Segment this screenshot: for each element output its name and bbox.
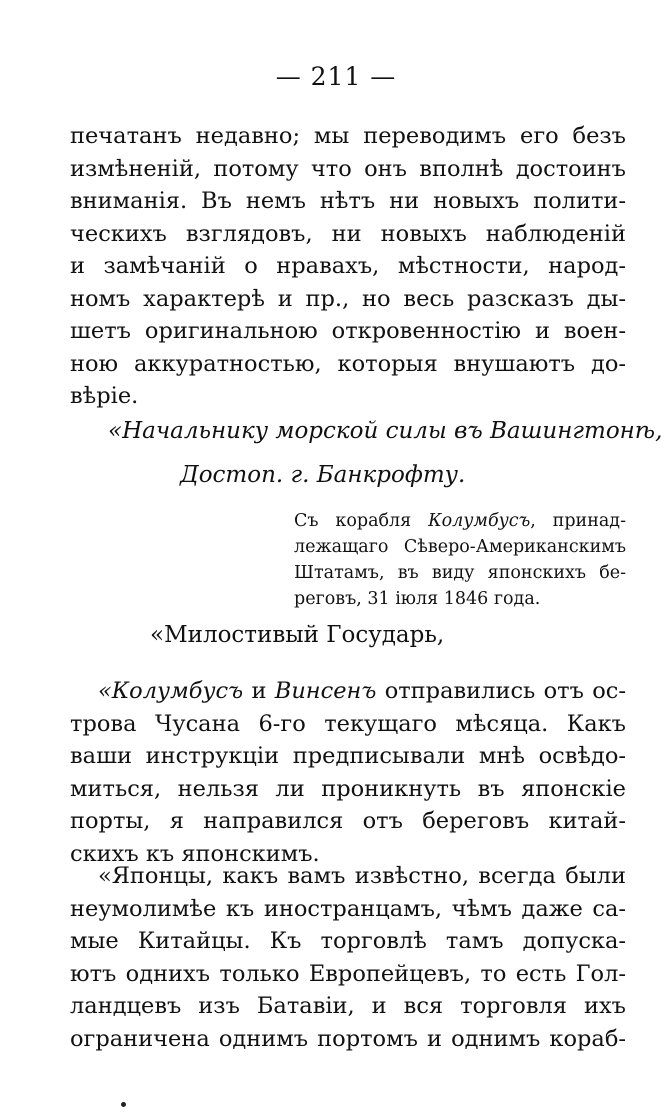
dateline-line: реговъ, 31 іюля 1846 года. bbox=[294, 589, 541, 609]
text-line: ютъ однихъ только Европейцевъ, то есть Гол- bbox=[70, 960, 626, 987]
text-line: номъ характерѣ и пр., но весь разсказъ ды- bbox=[70, 285, 626, 312]
text-line: ческихъ взглядовъ, ни новыхъ наблюденій bbox=[70, 220, 626, 247]
paragraph-departure bbox=[70, 675, 626, 870]
text-line: мые Китайцы. Къ торговлѣ тамъ допуска- bbox=[70, 928, 626, 954]
text-line: ограничена однимъ портомъ и однимъ кораб- bbox=[70, 1025, 626, 1052]
text-line: вѣріе. bbox=[70, 383, 139, 409]
text-line: миться, нельзя ли проникнуть въ японскіе bbox=[70, 775, 626, 802]
text-line: трова Чусана 6-го текущаго мѣсяца. Какъ bbox=[70, 710, 626, 737]
ink-speck bbox=[121, 1102, 126, 1107]
letter-addressee-line1: «Начальнику морской силы въ Вашингтонѣ, bbox=[108, 418, 663, 444]
dateline-line: лежащаго Сѣверо-Американскимъ bbox=[294, 537, 626, 557]
text-line: «Японцы, какъ вамъ извѣстно, всегда были bbox=[98, 863, 626, 889]
letter-salutation: «Милостивый Государь, bbox=[150, 622, 445, 648]
text-line: ваши инструкціи предписывали мнѣ освѣдо- bbox=[70, 743, 626, 769]
text-line: измѣненій, потому что онъ вполнѣ достоинъ bbox=[70, 155, 626, 182]
letter-addressee-line2: Достоп. г. Банкрофту. bbox=[180, 462, 466, 488]
text-line: печатанъ недавно; мы переводимъ его безъ bbox=[70, 123, 626, 149]
text-line: ною аккуратностью, которыя внушаютъ до- bbox=[70, 350, 626, 377]
letter-dateline bbox=[294, 508, 626, 612]
text-line: «Колумбусъ и Винсенъ отправились отъ ос- bbox=[98, 678, 626, 704]
text-line: неумолимѣе къ иностранцамъ, чѣмъ даже са- bbox=[70, 895, 626, 922]
text-line: ландцевъ изъ Батавіи, и вся торговля ихъ bbox=[70, 993, 626, 1019]
text-line: шетъ оригинальною откровенностію и воен- bbox=[70, 318, 626, 344]
dateline-line: Съ корабля Колумбусъ, принад- bbox=[294, 511, 626, 531]
paragraph-japanese bbox=[70, 860, 626, 1055]
text-line: вниманія. Въ немъ нѣтъ ни новыхъ полити- bbox=[70, 188, 626, 214]
text-line: и замѣчаній о нравахъ, мѣстности, народ- bbox=[70, 253, 626, 279]
text-line: порты, я направился отъ береговъ китай- bbox=[70, 808, 626, 834]
paragraph-intro bbox=[70, 120, 626, 413]
dateline-line: Штатамъ, въ виду японскихъ бе- bbox=[294, 563, 626, 583]
page-number: — 211 — bbox=[275, 62, 397, 91]
text-line: скихъ къ японскимъ. bbox=[70, 840, 320, 867]
